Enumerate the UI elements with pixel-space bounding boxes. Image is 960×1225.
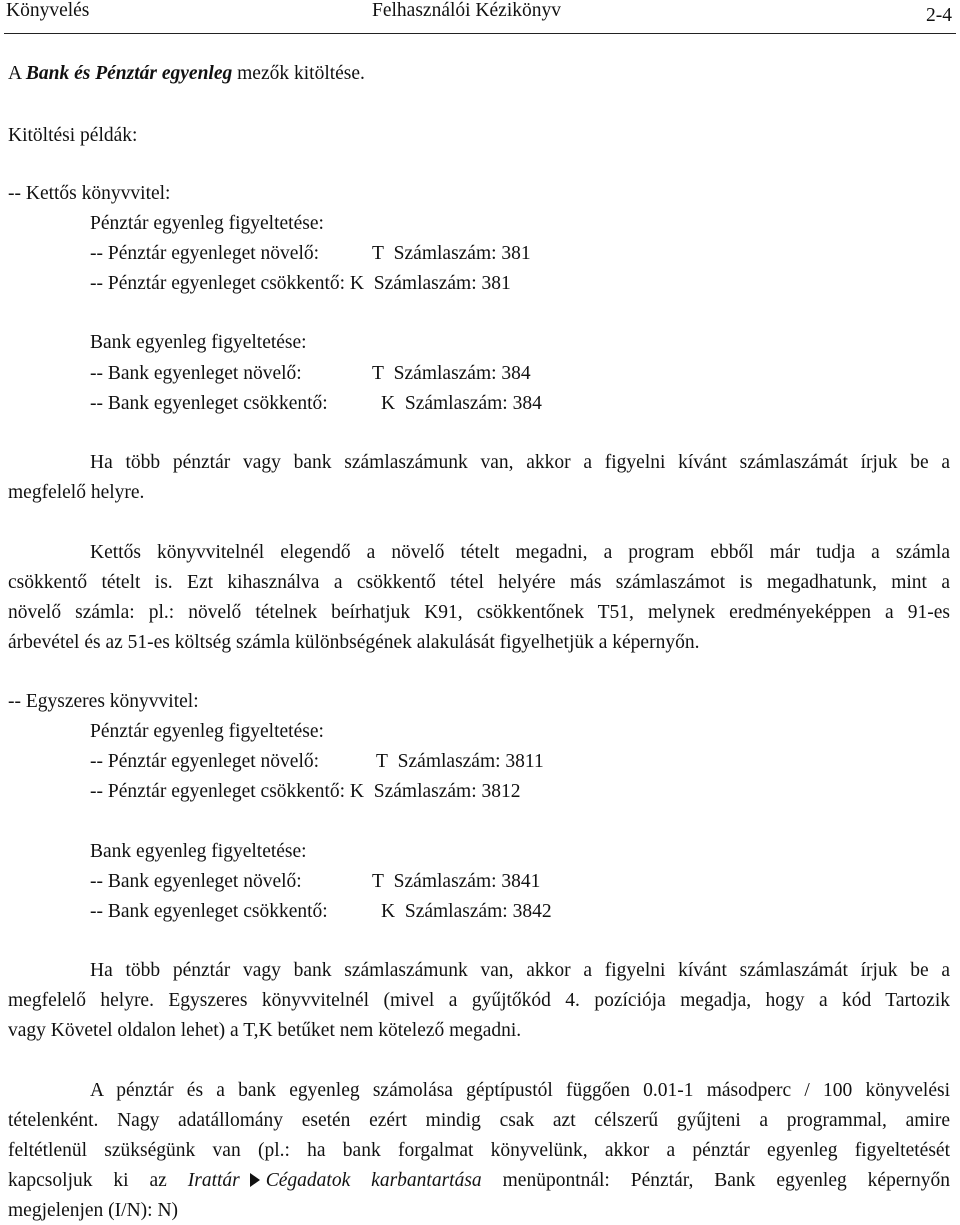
account: Számlaszám: 381 (373, 273, 511, 294)
single-bank-increase-code (372, 870, 540, 894)
final-line2: tételenként. Nagy adatállomány esetén ezért mindig csak azt célszerű gyűjteni a programmal, amire (8, 1110, 950, 1131)
single-cash-title: Pénztár egyenleg figyeltetése: (90, 721, 324, 742)
single-cash-decrease (90, 780, 521, 804)
code: T (372, 871, 384, 892)
single-para1-line3: vagy Követel oldalon lehet) a T,K betűket nem kötelező megadni. (8, 1020, 522, 1041)
account: Számlaszám: 381 (393, 243, 531, 264)
single-cash-increase: -- Pénztár egyenleget növelő: (90, 751, 320, 772)
intro-line (8, 62, 365, 86)
label: -- Pénztár egyenleget csökkentő: (90, 781, 346, 802)
page-header (0, 0, 960, 34)
account: Számlaszám: 3811 (397, 751, 544, 772)
header-page-number: 2-4 (926, 5, 952, 26)
code: K (349, 781, 364, 802)
code: K (349, 273, 364, 294)
account: Számlaszám: 384 (404, 393, 542, 414)
double-heading: -- Kettős könyvvitel: (8, 183, 171, 204)
double-cash-title: Pénztár egyenleg figyeltetése: (90, 213, 324, 234)
single-para1-line1: Ha több pénztár vagy bank számlaszámunk van, akkor a figyelni kívánt számlaszámát írjuk be a (90, 960, 950, 981)
menu-path-irattar: Irattár (187, 1170, 240, 1191)
single-para1-line2: megfelelő helyre. Egyszeres könyvvitelnél (mivel a gyűjtőkód 4. pozíciója megadja, hogy a kód Tartozik (8, 990, 950, 1011)
menu-post: menüpontnál: Pénztár, Bank egyenleg képernyőn (481, 1170, 950, 1191)
double-cash-decrease (90, 272, 511, 296)
double-para2-line2: csökkentő tételt is. Ezt kihasználva a csökkentő tétel helyére más számlaszámot is megadhatunk, mint a (8, 572, 950, 593)
header-rule (4, 33, 956, 34)
header-title: Felhasználói Kézikönyv (372, 0, 561, 21)
double-para1-line2: megfelelő helyre. (8, 482, 145, 503)
header-chapter: Könyvelés (6, 0, 90, 21)
menu-pre: kapcsoljuk ki az (8, 1170, 188, 1191)
menu-arrow-icon (250, 1173, 260, 1187)
double-bank-title: Bank egyenleg figyeltetése: (90, 332, 307, 353)
account: Számlaszám: 3842 (404, 901, 552, 922)
code: T (376, 751, 388, 772)
intro-post: mezők kitöltése. (232, 63, 365, 84)
double-cash-increase (90, 242, 319, 266)
menu-path-cegadatok: Cégadatok karbantartása (265, 1170, 482, 1191)
code: T (372, 243, 384, 264)
intro-pre: A (8, 63, 26, 84)
double-bank-decrease: -- Bank egyenleget csökkentő: (90, 393, 328, 414)
single-bank-title: Bank egyenleg figyeltetése: (90, 841, 307, 862)
single-bank-decrease: -- Bank egyenleget csökkentő: (90, 901, 328, 922)
single-bank-increase: -- Bank egyenleget növelő: (90, 871, 302, 892)
label: -- Pénztár egyenleget növelő: (90, 243, 320, 264)
code: T (372, 363, 384, 384)
code: K (381, 901, 396, 922)
double-para1-line1: Ha több pénztár vagy bank számlaszámunk van, akkor a figyelni kívánt számlaszámát írjuk be a (90, 452, 950, 473)
double-para2-line3: növelő számla: pl.: növelő tételnek beírhatjuk K91, csökkentőnek T51, melynek eredményeképpen a 91-es (8, 602, 950, 623)
double-cash-increase-code (372, 242, 531, 266)
double-para2-line4: árbevétel és az 51-es költség számla különbségének alakulását figyelhetjük a képernyőn. (8, 632, 700, 653)
examples-title: Kitöltési példák: (8, 125, 138, 146)
account: Számlaszám: 384 (393, 363, 531, 384)
double-bank-decrease-code (381, 392, 542, 416)
intro-emphasis: Bank és Pénztár egyenleg (25, 63, 233, 84)
single-heading: -- Egyszeres könyvvitel: (8, 691, 199, 712)
double-bank-increase: -- Bank egyenleget növelő: (90, 363, 302, 384)
double-para2-line1: Kettős könyvvitelnél elegendő a növelő tételt megadni, a program ebből már tudja a számla (90, 542, 950, 563)
code: K (381, 393, 396, 414)
single-cash-increase-code (376, 750, 544, 774)
label: -- Pénztár egyenleget csökkentő: (90, 273, 346, 294)
final-line3: feltétlenül szükségünk van (pl.: ha bank forgalmat könyvelünk, akkor a pénztár egyenleg figyeltetését (8, 1140, 950, 1161)
double-bank-increase-code (372, 362, 531, 386)
final-line4 (8, 1169, 950, 1193)
single-bank-decrease-code (381, 900, 552, 924)
final-line1: A pénztár és a bank egyenleg számolása géptípustól függően 0.01-1 másodperc / 100 könyvelési (90, 1080, 950, 1101)
final-line5: megjelenjen (I/N): N) (8, 1200, 179, 1221)
account: Számlaszám: 3841 (393, 871, 541, 892)
account: Számlaszám: 3812 (373, 781, 521, 802)
